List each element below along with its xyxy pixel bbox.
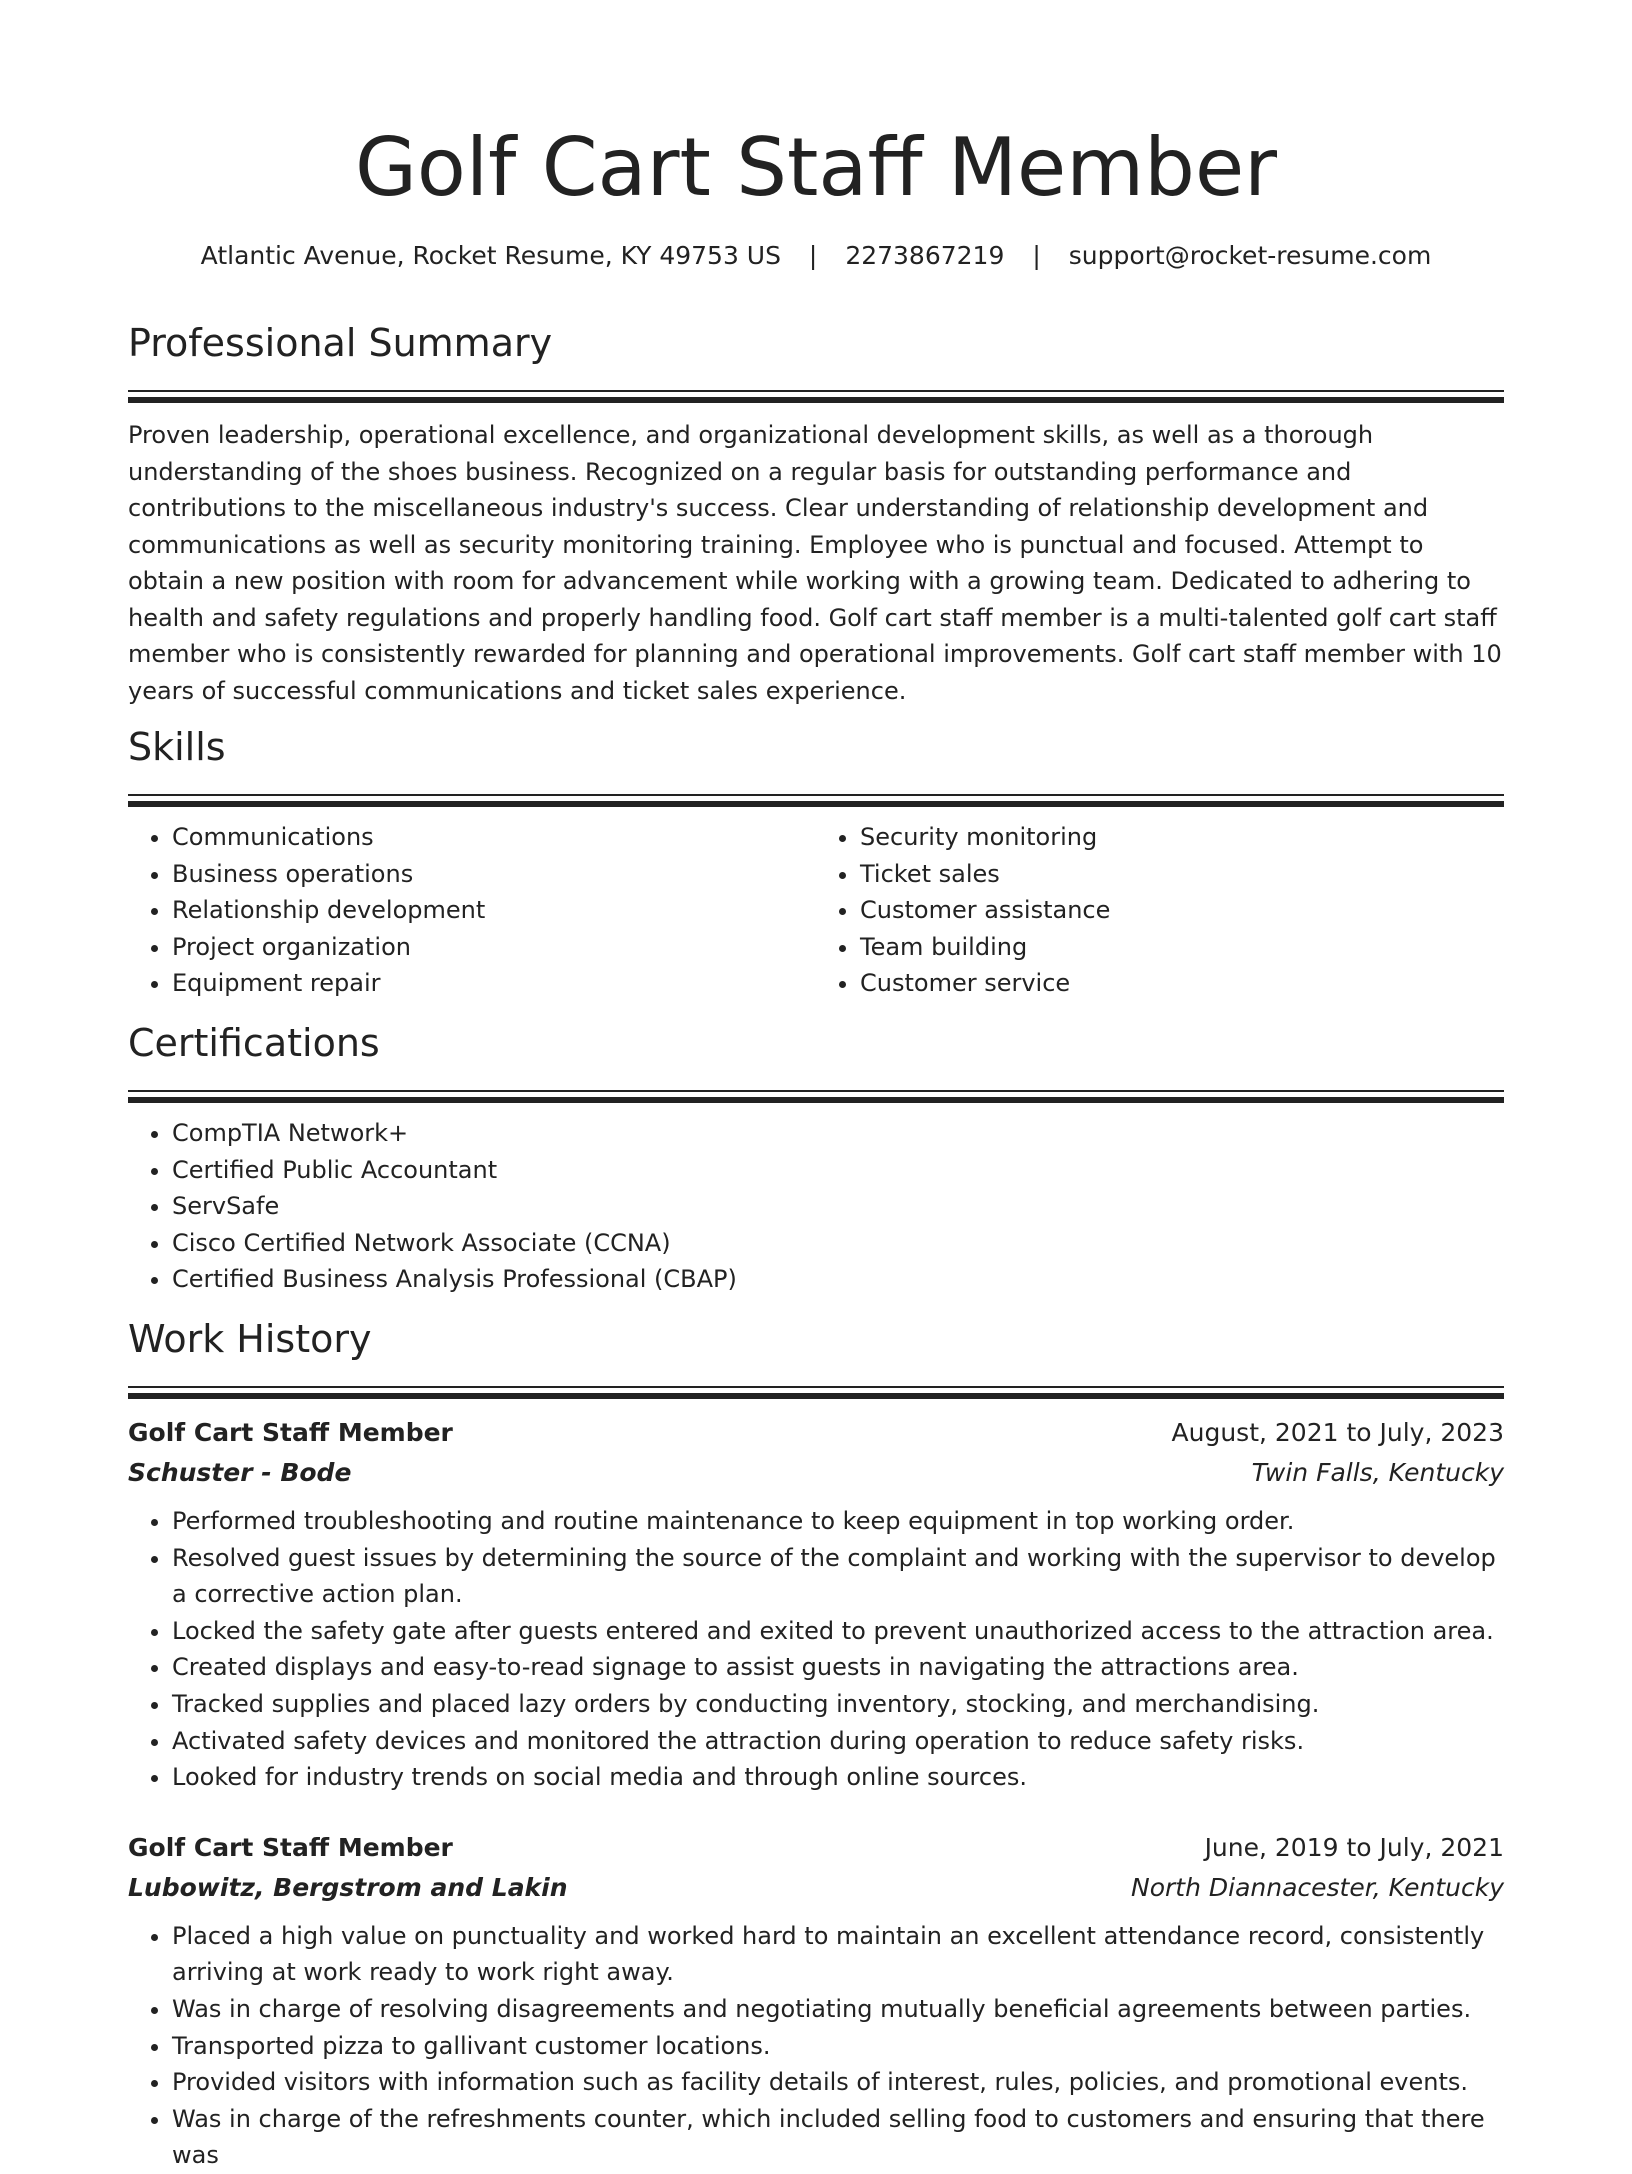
- section-divider: [128, 1090, 1504, 1092]
- job-duty: • Looked for industry trends on social media and through online sources.: [172, 1759, 1504, 1796]
- certifications-list: [128, 1115, 1504, 1298]
- skill-item: • Customer assistance: [860, 892, 1504, 929]
- section-divider: [128, 794, 1504, 796]
- job-duty: • Placed a high value on punctuality and worked hard to maintain an excellent attendance record, consistently arriving at work ready to work right away.: [172, 1918, 1504, 1991]
- job-duty: • Locked the safety gate after guests entered and exited to prevent unauthorized access to the attraction area.: [172, 1613, 1504, 1650]
- job-company: Schuster - Bode: [128, 1458, 352, 1487]
- job-subheader: [128, 1453, 1504, 1493]
- contact-address: Atlantic Avenue, Rocket Resume, KY 49753 US: [200, 241, 781, 270]
- skill-item: • Team building: [860, 929, 1504, 966]
- skills-heading: Skills: [128, 725, 226, 769]
- skill-item: • Ticket sales: [860, 856, 1504, 893]
- job-location: North Diannacester, Kentucky: [1131, 1872, 1504, 1902]
- section-divider: [128, 801, 1504, 807]
- job-duties-list: [128, 1503, 1504, 1796]
- job-duty: • Resolved guest issues by determining the source of the complaint and working with the supervisor to develop a corrective action plan.: [172, 1540, 1504, 1613]
- skills-columns: [128, 819, 1504, 1002]
- skills-list-right: [816, 819, 1504, 1002]
- certification-item: • Cisco Certified Network Associate (CCNA): [172, 1225, 1504, 1262]
- skill-item: • Security monitoring: [860, 819, 1504, 856]
- job-duty: • Provided visitors with information such as facility details of interest, rules, policies, and promotional events.: [172, 2064, 1504, 2101]
- certifications-heading: Certifications: [128, 1021, 380, 1065]
- job-duties-list: [128, 1918, 1504, 2174]
- job-duty: • Activated safety devices and monitored the attraction during operation to reduce safety risks.: [172, 1723, 1504, 1760]
- job-duty: • Performed troubleshooting and routine maintenance to keep equipment in top working order.: [172, 1503, 1504, 1540]
- skill-item: • Relationship development: [172, 892, 816, 929]
- job-title: Golf Cart Staff Member: [128, 1832, 453, 1862]
- resume-name: Golf Cart Staff Member: [354, 121, 1278, 214]
- contact-email: support@rocket-resume.com: [1068, 241, 1432, 270]
- job-duty: • Tracked supplies and placed lazy orders by conducting inventory, stocking, and merchandising.: [172, 1686, 1504, 1723]
- job-location: Twin Falls, Kentucky: [1251, 1458, 1504, 1487]
- job-header: [128, 1413, 1504, 1453]
- certifications-section: [128, 1018, 1504, 1298]
- job-duty: • Was in charge of the refreshments counter, which included selling food to customers and ensuring that there was: [172, 2101, 1504, 2174]
- skill-item: • Customer service: [860, 965, 1504, 1002]
- job-duty: • Was in charge of resolving disagreements and negotiating mutually beneficial agreements between parties.: [172, 1991, 1504, 2028]
- summary-heading: Professional Summary: [128, 321, 553, 365]
- skills-list-left: [128, 819, 816, 1002]
- certification-item: • Certified Public Accountant: [172, 1152, 1504, 1189]
- job-company: Lubowitz, Bergstrom and Lakin: [128, 1872, 568, 1902]
- contact-separator: |: [808, 241, 818, 270]
- job-dates: August, 2021 to July, 2023: [1171, 1418, 1504, 1447]
- job-entry: [128, 1413, 1504, 1796]
- job-title: Golf Cart Staff Member: [128, 1418, 453, 1447]
- section-divider: [128, 1393, 1504, 1399]
- section-divider: [128, 1386, 1504, 1388]
- job-duty: • Transported pizza to gallivant customer locations.: [172, 2028, 1504, 2065]
- job-entry: [128, 1828, 1504, 2174]
- job-header: [128, 1828, 1504, 1868]
- summary-text: Proven leadership, operational excellence, and organizational development skills, as well as a thorough understanding of the shoes business. Recognized on a regular basis for outstanding performance and contributions to the miscellaneous industry's success. Clear understanding of relationship development and communications as well as security monitoring training. Employee who is punctual and focused. Attempt to obtain a new position with room for advancement while working with a growing team. Dedicated to adhering to health and safety regulations and properly handling food. Golf cart staff member is a multi-talented golf cart staff member who is consistently rewarded for planning and operational improvements. Golf cart staff member with 10 years of successful communications and ticket sales experience.: [128, 421, 1502, 705]
- contact-line: [128, 238, 1504, 274]
- skill-item: • Communications: [172, 819, 816, 856]
- section-divider: [128, 390, 1504, 392]
- certification-item: • ServSafe: [172, 1188, 1504, 1225]
- section-divider: [128, 1097, 1504, 1103]
- job-subheader: [128, 1868, 1504, 1908]
- skill-item: • Equipment repair: [172, 965, 816, 1002]
- summary-section: [128, 318, 1504, 709]
- job-duty: • Created displays and easy-to-read signage to assist guests in navigating the attractions area.: [172, 1649, 1504, 1686]
- skill-item: • Project organization: [172, 929, 816, 966]
- certification-item: • CompTIA Network+: [172, 1115, 1504, 1152]
- certification-item: • Certified Business Analysis Professional (CBAP): [172, 1261, 1504, 1298]
- section-divider: [128, 397, 1504, 403]
- contact-phone: 2273867219: [845, 241, 1005, 270]
- work-history-heading: Work History: [128, 1317, 372, 1361]
- skill-item: • Business operations: [172, 856, 816, 893]
- job-dates: June, 2019 to July, 2021: [1204, 1832, 1504, 1862]
- skills-section: [128, 722, 1504, 1002]
- work-history-section: [128, 1314, 1504, 2174]
- contact-separator: |: [1032, 241, 1041, 270]
